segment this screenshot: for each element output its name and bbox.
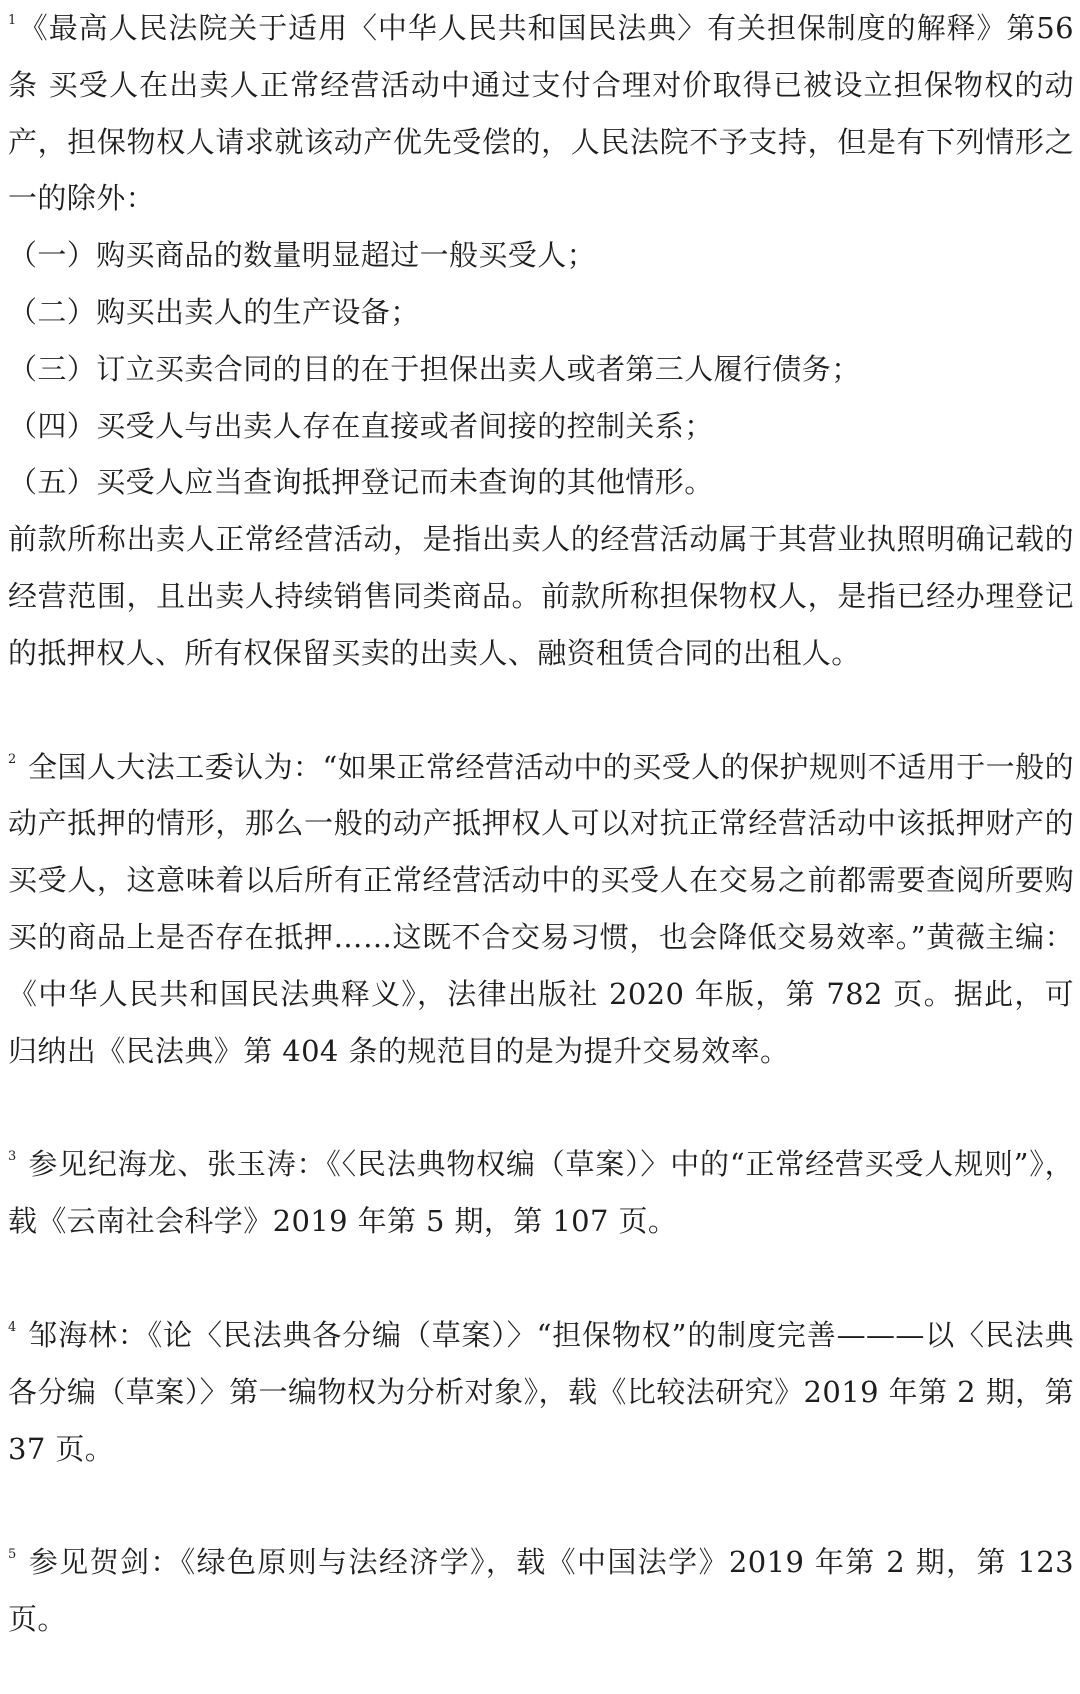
footnote-2-mark: 2 <box>8 751 17 767</box>
footnote-1-mark: 1 <box>8 13 17 28</box>
footnote-1-item-3: （三）订立买卖合同的目的在于担保出卖人或者第三人履行债务； <box>8 351 861 386</box>
footnote-1-text: 《最高人民法院关于适用〈中华人民共和国民法典〉有关担保制度的解释》第56条 买受人在出卖人正常经营活动中通过支付合理对价取得已被设立担保物权的动产，担保物权人请求就该动产优先受偿的，人民法院不予支持，但是有下列情形之一的除外： <box>8 11 1074 216</box>
footnote-5-para-1 <box>8 1534 1074 1648</box>
footnote-3 <box>8 1136 1074 1250</box>
footnote-1-item-4: （四）买受人与出卖人存在直接或者间接的控制关系； <box>8 408 714 443</box>
footnote-1-item-1: （一）购买商品的数量明显超过一般买受人； <box>8 238 597 273</box>
footnote-1 <box>8 0 1074 682</box>
footnote-3-para-1 <box>8 1136 1074 1250</box>
spacer <box>8 1079 1074 1136</box>
footnote-1-item-2: （二）购买出卖人的生产设备； <box>8 294 420 329</box>
footnote-1-item-5: （五）买受人应当查询抵押登记而未查询的其他情形。 <box>8 465 714 500</box>
footnote-4-text: 邹海林：《论〈民法典各分编（草案）〉“担保物权”的制度完善———以〈民法典各分编（草案）〉第一编物权为分析对象》，载《比较法研究》2019 年第 2 期，第 37 页。 <box>8 1317 1075 1466</box>
footnote-4-para-1 <box>8 1307 1074 1477</box>
footnotes-page <box>8 0 1074 1648</box>
footnote-5-text: 参见贺剑：《绿色原则与法经济学》，载《中国法学》2019 年第 2 期，第 123 页。 <box>8 1545 1074 1637</box>
spacer <box>8 1250 1074 1307</box>
footnote-5-mark: 5 <box>8 1547 17 1563</box>
footnote-2-text: 全国人大法工委认为：“如果正常经营活动中的买受人的保护规则不适用于一般的动产抵押的情形，那么一般的动产抵押权人可以对抗正常经营活动中该抵押财产的买受人，这意味着以后所有正常经营活动中的买受人在交易之前都需要查阅所要购买的商品上是否存在抵押……这既不合交易习惯，也会降低交易效率。”黄薇主编：《中华人民共和国民法典释义》，法律出版社 2020 年版，第 782 页。据此，可归纳出《民法典》第 404 条的规范目的是为提升交易效率。 <box>8 749 1074 1068</box>
spacer <box>8 1477 1074 1534</box>
spacer <box>8 682 1074 739</box>
footnote-1-para-1 <box>8 0 1074 227</box>
footnote-1-closing: 前款所称出卖人正常经营活动，是指出卖人的经营活动属于其营业执照明确记载的经营范围，且出卖人持续销售同类商品。前款所称担保物权人，是指已经办理登记的抵押权人、所有权保留买卖的出卖人、融资租赁合同的出租人。 <box>8 522 1074 670</box>
footnote-5 <box>8 1534 1074 1648</box>
footnote-3-mark: 3 <box>8 1149 17 1165</box>
footnote-2-para-1 <box>8 739 1074 1080</box>
footnote-4-mark: 4 <box>8 1319 17 1335</box>
footnote-4 <box>8 1307 1074 1477</box>
footnote-2 <box>8 739 1074 1080</box>
footnote-3-text: 参见纪海龙、张玉涛：《〈民法典物权编（草案）〉中的“正常经营买受人规则”》，载《云南社会科学》2019 年第 5 期，第 107 页。 <box>8 1147 1074 1239</box>
